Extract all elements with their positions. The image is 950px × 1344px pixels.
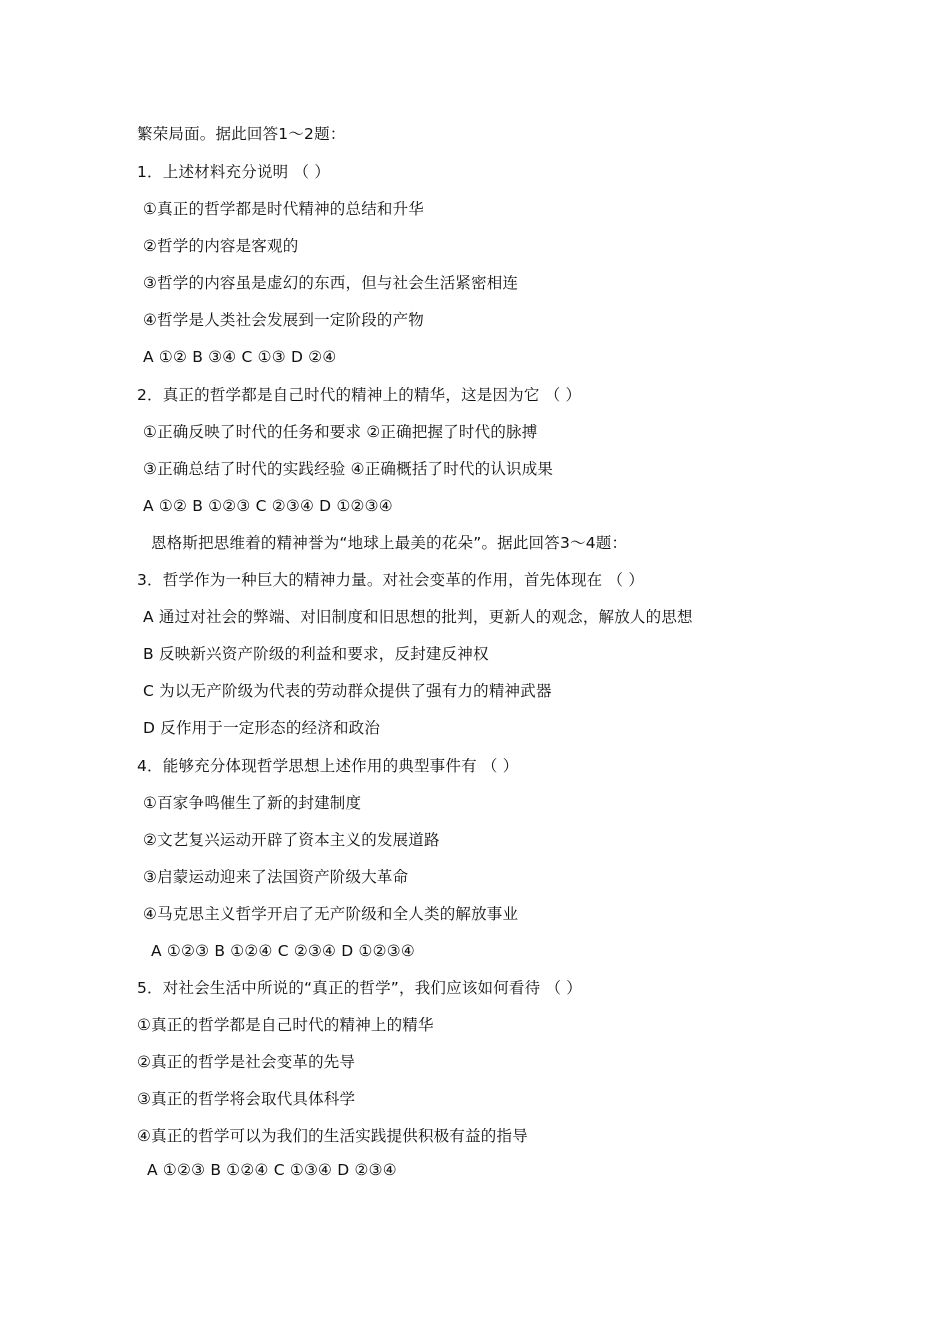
question-1: 1．上述材料充分说明 （ ） [137, 163, 331, 181]
section-intro: 恩格斯把思维着的精神誉为“地球上最美的花朵”。据此回答3～4题： [151, 534, 628, 552]
question-3: 3．哲学作为一种巨大的精神力量。对社会变革的作用，首先体现在 （ ） [137, 571, 645, 589]
q1-option-1: ①真正的哲学都是时代精神的总结和升华 [143, 200, 424, 218]
q5-option-3: ③真正的哲学将会取代具体科学 [137, 1090, 356, 1108]
q4-option-3: ③启蒙运动迎来了法国资产阶级大革命 [143, 868, 409, 886]
q1-answer-choices: A ①② B ③④ C ①③ D ②④ [143, 348, 337, 366]
q3-option-a: A 通过对社会的弊端、对旧制度和旧思想的批判，更新人的观念，解放人的思想 [143, 608, 693, 626]
q5-option-1: ①真正的哲学都是自己时代的精神上的精华 [137, 1016, 434, 1034]
q3-option-d: D 反作用于一定形态的经济和政治 [143, 719, 381, 737]
q4-answer-choices: A ①②③ B ①②④ C ②③④ D ①②③④ [151, 942, 415, 960]
q1-option-4: ④哲学是人类社会发展到一定阶段的产物 [143, 311, 424, 329]
q2-answer-choices: A ①② B ①②③ C ②③④ D ①②③④ [143, 497, 393, 515]
q2-options-3-4: ③正确总结了时代的实践经验 ④正确概括了时代的认识成果 [143, 460, 554, 478]
q1-option-2: ②哲学的内容是客观的 [143, 237, 299, 255]
q5-option-4: ④真正的哲学可以为我们的生活实践提供积极有益的指导 [137, 1127, 528, 1145]
question-2: 2．真正的哲学都是自己时代的精神上的精华，这是因为它 （ ） [137, 386, 582, 404]
q3-option-b: B 反映新兴资产阶级的利益和要求，反封建反神权 [143, 645, 489, 663]
intro-text: 繁荣局面。据此回答1～2题： [137, 125, 346, 143]
q2-options-1-2: ①正确反映了时代的任务和要求 ②正确把握了时代的脉搏 [143, 423, 538, 441]
q4-option-4: ④马克思主义哲学开启了无产阶级和全人类的解放事业 [143, 905, 519, 923]
q4-option-1: ①百家争鸣催生了新的封建制度 [143, 794, 362, 812]
q1-option-3: ③哲学的内容虽是虚幻的东西，但与社会生活紧密相连 [143, 274, 519, 292]
question-5: 5．对社会生活中所说的“真正的哲学”，我们应该如何看待 （ ） [137, 979, 582, 997]
q4-option-2: ②文艺复兴运动开辟了资本主义的发展道路 [143, 831, 440, 849]
q5-option-2: ②真正的哲学是社会变革的先导 [137, 1053, 356, 1071]
q3-option-c: C 为以无产阶级为代表的劳动群众提供了强有力的精神武器 [143, 682, 552, 700]
q5-answer-choices: A ①②③ B ①②④ C ①③④ D ②③④ [147, 1161, 397, 1179]
question-4: 4．能够充分体现哲学思想上述作用的典型事件有 （ ） [137, 757, 519, 775]
